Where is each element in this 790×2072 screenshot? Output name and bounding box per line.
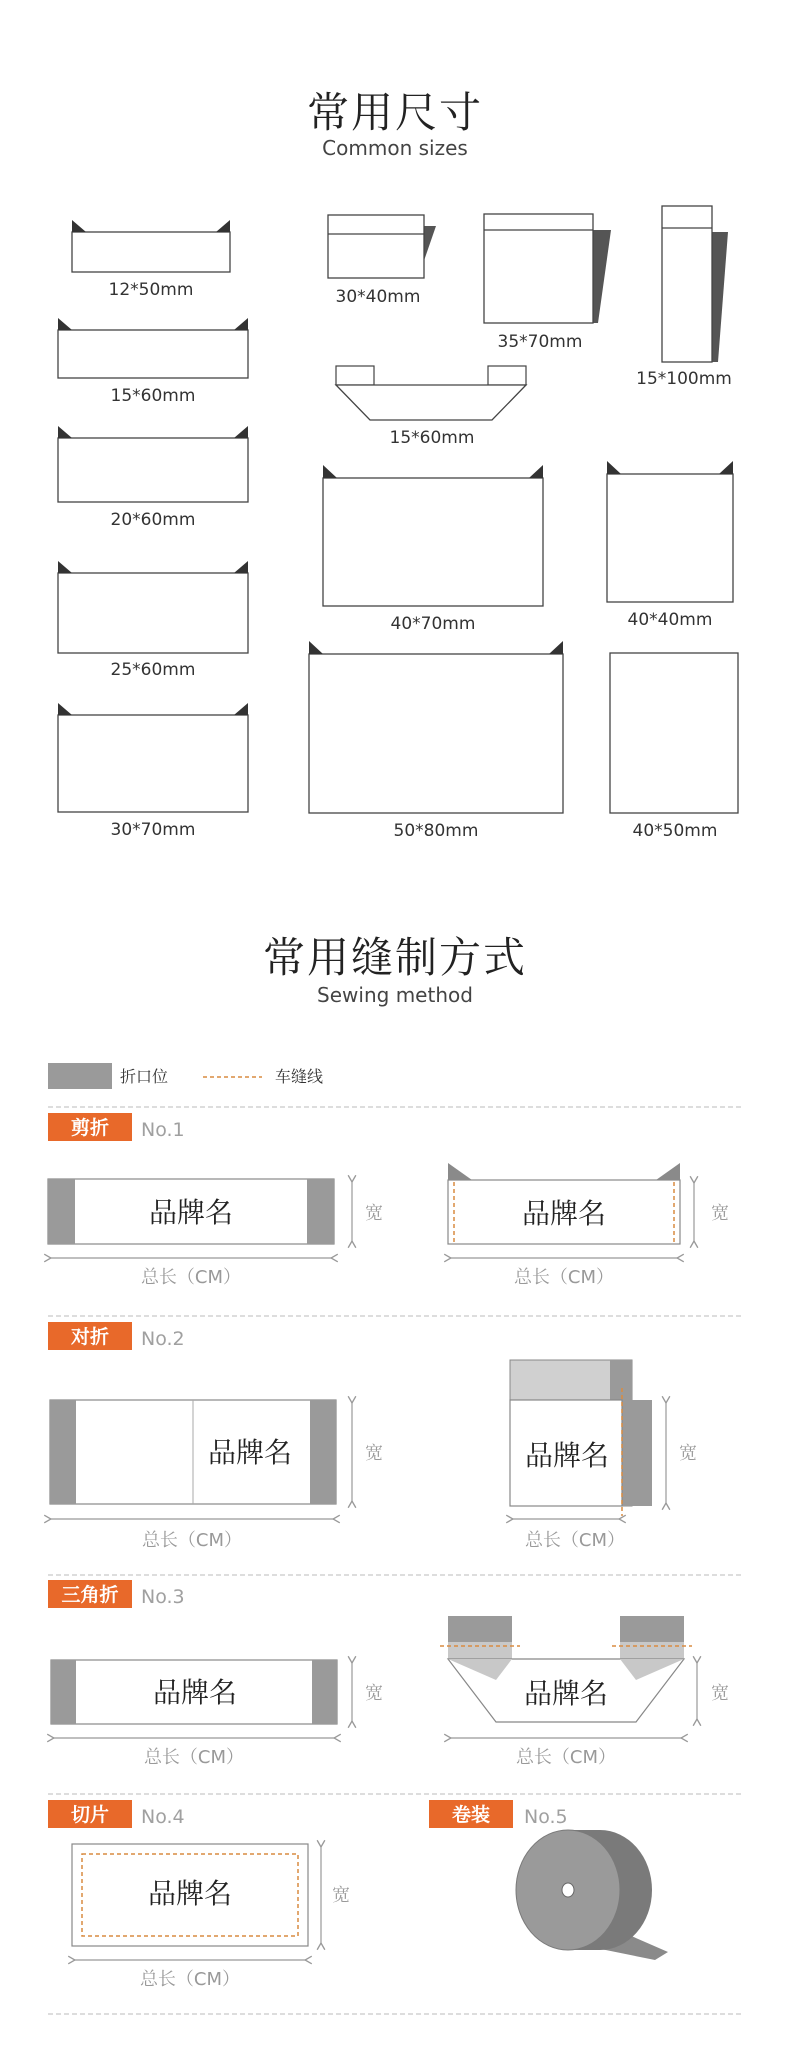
label-shape-12x50	[72, 220, 230, 272]
method-tag-no4: 切片	[70, 1804, 110, 1826]
size-label-30x40: 30*40mm	[335, 287, 421, 307]
length-label: 总长（CM）	[143, 1747, 245, 1768]
size-label-12x50: 12*50mm	[108, 280, 194, 300]
method-tag-no5: 卷装	[451, 1804, 491, 1826]
legend-fold-label: 折口位	[120, 1067, 169, 1086]
label-shape-20x60	[58, 426, 248, 502]
legend-stitch-label: 车缝线	[275, 1067, 324, 1086]
method-number-no5: No.5	[524, 1806, 568, 1828]
brand-name-text: 品牌名	[147, 1877, 233, 1910]
brand-name-text: 品牌名	[523, 1677, 609, 1710]
sizes-subtitle: Common sizes	[322, 136, 468, 160]
label-shape-30x40	[328, 215, 436, 278]
size-label-50x80: 50*80mm	[393, 821, 479, 841]
sizes-title: 常用尺寸	[306, 88, 483, 137]
length-label: 总长（CM）	[140, 1267, 242, 1288]
label-shape-50x80	[309, 641, 563, 813]
label-shape-15x60-triangle	[336, 366, 526, 420]
size-label-40x40: 40*40mm	[627, 610, 713, 630]
no2-folded-label	[510, 1360, 652, 1516]
legend-fold-swatch	[48, 1063, 112, 1089]
width-label: 宽	[711, 1683, 729, 1704]
label-shape-40x50	[610, 653, 738, 813]
width-label: 宽	[679, 1443, 697, 1464]
size-label-20x60: 20*60mm	[110, 510, 196, 530]
no2-flat-label	[50, 1400, 336, 1504]
brand-name-text: 品牌名	[207, 1436, 293, 1469]
width-label: 宽	[365, 1443, 383, 1464]
length-label: 总长（CM）	[139, 1969, 241, 1990]
width-label: 宽	[365, 1203, 383, 1224]
sizes-diagram	[0, 190, 790, 850]
label-shape-25x60	[58, 561, 248, 653]
width-label: 宽	[365, 1683, 383, 1704]
size-label-30x70: 30*70mm	[110, 820, 196, 840]
size-label-25x60: 25*60mm	[110, 660, 196, 680]
roll-icon	[516, 1830, 668, 1960]
sewing-diagram	[0, 1040, 790, 2072]
label-shape-15x60	[58, 318, 248, 378]
method-tag-no3: 三角折	[61, 1584, 119, 1606]
label-shape-40x70	[323, 465, 543, 606]
length-label: 总长（CM）	[141, 1530, 243, 1551]
sewing-title: 常用缝制方式	[262, 933, 527, 982]
width-label: 宽	[332, 1885, 350, 1906]
method-tag-no1: 剪折	[70, 1117, 110, 1139]
brand-name-text: 品牌名	[148, 1196, 234, 1229]
label-shape-40x40	[607, 461, 733, 602]
length-label: 总长（CM）	[513, 1267, 615, 1288]
length-label: 总长（CM）	[515, 1747, 617, 1768]
size-label-15x60: 15*60mm	[110, 386, 196, 406]
method-number-no1: No.1	[141, 1119, 185, 1141]
sewing-subtitle: Sewing method	[317, 983, 473, 1007]
label-shape-15x100	[662, 206, 728, 362]
size-label-40x50: 40*50mm	[632, 821, 718, 841]
method-number-no3: No.3	[141, 1586, 185, 1608]
size-label-15x60-triangle: 15*60mm	[389, 428, 475, 448]
width-label: 宽	[711, 1203, 729, 1224]
brand-name-text: 品牌名	[521, 1197, 607, 1230]
label-shape-35x70	[484, 214, 611, 323]
method-number-no4: No.4	[141, 1806, 185, 1828]
method-number-no2: No.2	[141, 1328, 185, 1350]
size-label-35x70: 35*70mm	[497, 332, 583, 352]
brand-name-text: 品牌名	[524, 1439, 610, 1472]
method-tag-no2: 对折	[70, 1326, 110, 1348]
brand-name-text: 品牌名	[152, 1676, 238, 1709]
size-label-15x100: 15*100mm	[636, 369, 732, 389]
size-label-40x70: 40*70mm	[390, 614, 476, 634]
length-label: 总长（CM）	[524, 1530, 626, 1551]
label-shape-30x70-left	[58, 703, 248, 812]
